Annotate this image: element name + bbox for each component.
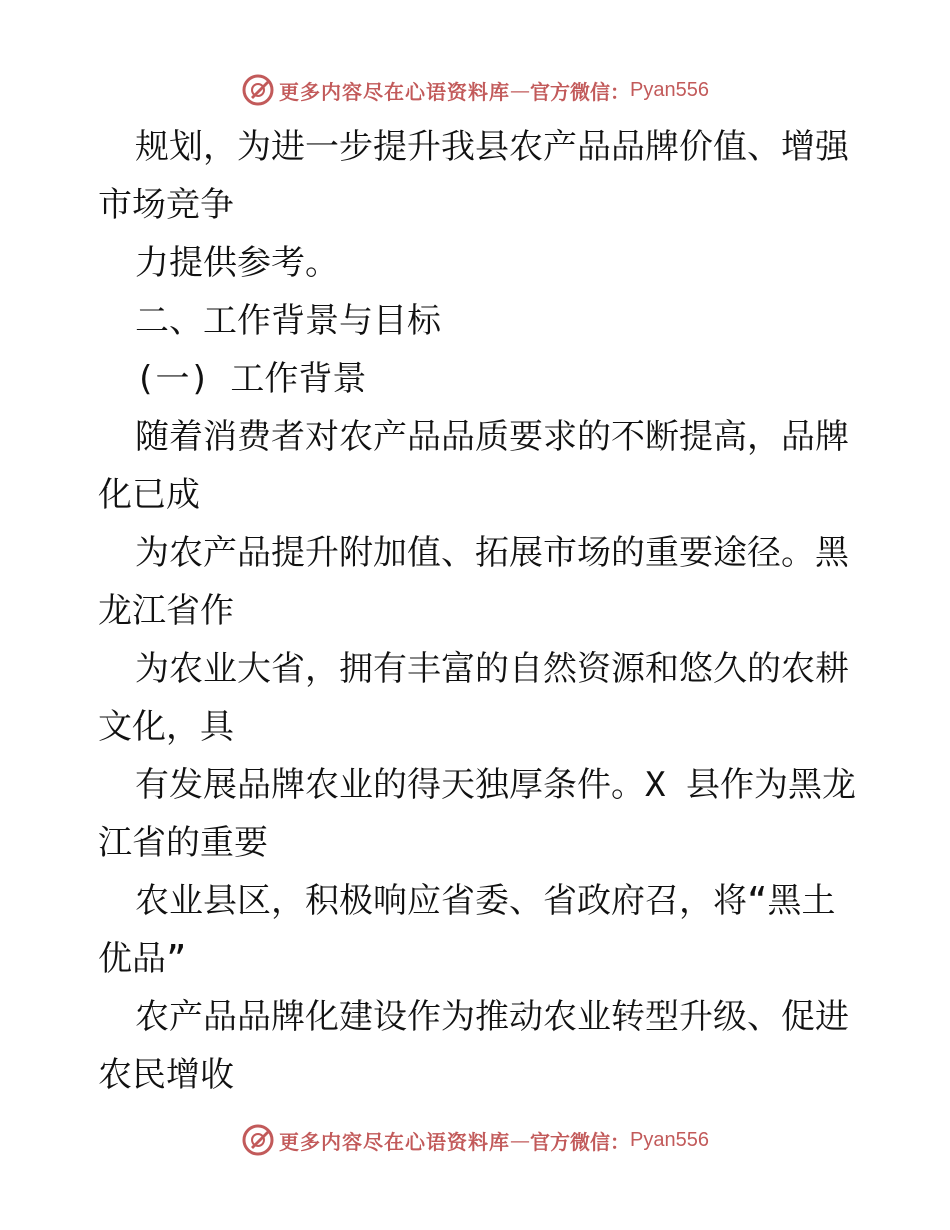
section-heading: 二、工作背景与目标 xyxy=(135,301,441,341)
banner-separator: — xyxy=(510,1128,531,1152)
banner-title: 更多内容尽在心语资料库 xyxy=(279,79,511,104)
text-line: 力提供参考。 xyxy=(135,243,339,283)
logo-icon xyxy=(241,1123,275,1157)
text-line: 农业县区，积极响应省委、省政府召，将“黑土 xyxy=(135,881,836,921)
text-line: 随着消费者对农产品品质要求的不断提高，品牌 xyxy=(135,417,849,457)
subsection-heading: (一) 工作背景 xyxy=(135,359,367,399)
text-line: 市场竞争 xyxy=(98,185,234,225)
text-line: 有发展品牌农业的得天独厚条件。X 县作为黑龙 xyxy=(135,765,856,805)
header-banner xyxy=(0,70,950,110)
text-line: 规划，为进一步提升我县农产品品牌价值、增强 xyxy=(135,127,849,167)
logo-icon xyxy=(241,73,275,107)
banner-title: 更多内容尽在心语资料库 xyxy=(279,1129,511,1154)
text-line: 文化，具 xyxy=(98,707,234,747)
body-text xyxy=(98,118,858,1104)
text-line: 江省的重要 xyxy=(98,823,268,863)
text-line: 优品” xyxy=(98,939,187,979)
text-line: 为农产品提升附加值、拓展市场的重要途径。黑 xyxy=(135,533,849,573)
text-line: 龙江省作 xyxy=(98,591,234,631)
banner-separator: — xyxy=(510,78,531,102)
banner-contact-handle: Pyan556 xyxy=(630,1128,709,1151)
banner-contact-label: 官方微信： xyxy=(530,79,631,104)
text-line: 农民增收 xyxy=(98,1055,234,1095)
text-line: 化已成 xyxy=(98,475,200,515)
banner-contact-label: 官方微信： xyxy=(530,1129,631,1154)
footer-banner xyxy=(0,1120,950,1160)
banner-contact-handle: Pyan556 xyxy=(630,78,709,101)
text-line: 为农业大省，拥有丰富的自然资源和悠久的农耕 xyxy=(135,649,849,689)
text-line: 农产品品牌化建设作为推动农业转型升级、促进 xyxy=(135,997,849,1037)
